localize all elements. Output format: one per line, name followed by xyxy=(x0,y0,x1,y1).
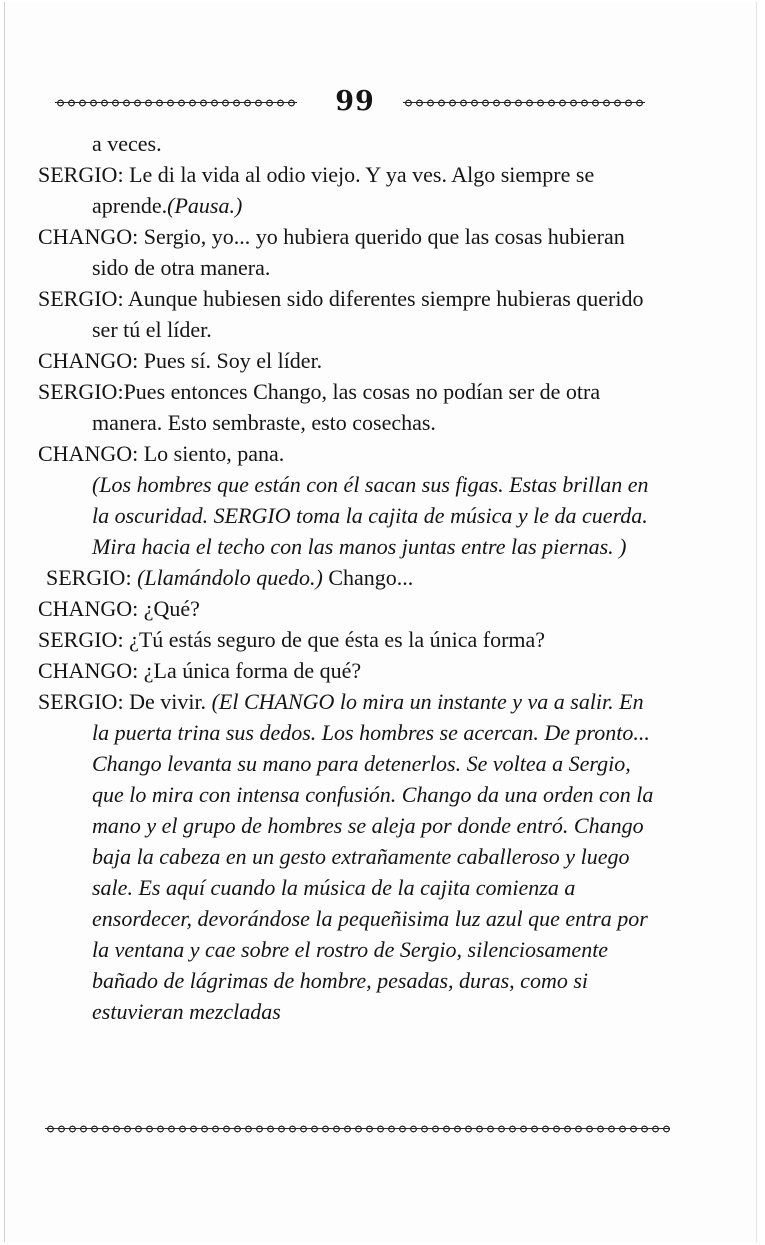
speaker: CHANGO: xyxy=(38,224,139,249)
speaker: SERGIO: xyxy=(38,689,124,714)
dialogue: ¿Tú estás seguro de que ésta es la única forma? xyxy=(123,627,546,652)
dialogue: ¿La única forma de qué? xyxy=(138,658,362,683)
script-line-12 xyxy=(38,686,658,1027)
page-header xyxy=(55,88,655,118)
page-number: 99 xyxy=(335,86,375,117)
speaker: SERGIO: xyxy=(38,379,124,404)
stage-direction: (Pausa.) xyxy=(167,193,243,218)
script-line-5 xyxy=(38,376,658,438)
script-line-6 xyxy=(38,438,658,469)
speaker: CHANGO: xyxy=(38,441,139,466)
dialogue: Pues sí. Soy el líder. xyxy=(138,348,323,373)
stage-direction: (Los hombres que están con él sacan sus figas. Estas brillan en la oscuridad. SERGIO toma la cajita de música y le da cuerda. Mira hacia el techo con las manos juntas entre las piernas. ) xyxy=(92,472,649,559)
script-line-11 xyxy=(38,655,658,686)
script-line-2 xyxy=(38,221,658,283)
script-line-8 xyxy=(38,562,658,593)
stage-direction: (Llamándolo quedo.) xyxy=(131,565,323,590)
script-line-9 xyxy=(38,593,658,624)
script-line-7 xyxy=(38,469,658,562)
dialogue: Lo siento, pana. xyxy=(138,441,285,466)
chain-ornament-right xyxy=(403,98,645,108)
dialogue: Le di la vida al odio viejo. Y ya ves. Algo siempre se aprende. xyxy=(92,162,595,218)
dialogue: De vivir. xyxy=(123,689,212,714)
script-line-0 xyxy=(38,128,658,159)
speaker: SERGIO: xyxy=(38,162,124,187)
script-line-1 xyxy=(38,159,658,221)
dialogue: Chango... xyxy=(322,565,414,590)
speaker: SERGIO: xyxy=(38,627,124,652)
speaker: CHANGO: xyxy=(38,596,139,621)
script-line-10 xyxy=(38,624,658,655)
speaker: SERGIO: xyxy=(46,565,132,590)
stage-direction: (El CHANGO lo mira un instante y va a salir. En la puerta trina sus dedos. Los hombres se acercan. De pronto... Chango levanta su mano para detenerlos. Se voltea a Sergio, que lo mira con intensa confusión. Chango da una orden con la mano y el grupo de hombres se aleja por donde entró. Chango baja la cabeza en un gesto extrañamente caballeroso y luego sale. Es aquí cuando la música de la cajita comienza a ensordecer, devorándose la pequeñisima luz azul que entra por la ventana y cae sobre el rostro de Sergio, silenciosamente bañado de lágrimas de hombre, pesadas, duras, como si estuvieran mezcladas xyxy=(92,689,654,1024)
script-text xyxy=(38,128,658,1027)
dialogue: Sergio, yo... yo hubiera querido que las cosas hubieran sido de otra manera. xyxy=(92,224,625,280)
chain-ornament-bottom xyxy=(45,1124,670,1134)
speaker: CHANGO: xyxy=(38,348,139,373)
dialogue: a veces. xyxy=(92,131,162,156)
chain-ornament-left xyxy=(55,98,297,108)
dialogue: Pues entonces Chango, las cosas no podían ser de otra manera. Esto sembraste, esto cosechas. xyxy=(92,379,601,435)
dialogue: Aunque hubiesen sido diferentes siempre hubieras querido ser tú el líder. xyxy=(92,286,644,342)
speaker: SERGIO: xyxy=(38,286,124,311)
dialogue: ¿Qué? xyxy=(138,596,200,621)
script-line-4 xyxy=(38,345,658,376)
script-line-3 xyxy=(38,283,658,345)
speaker: CHANGO: xyxy=(38,658,139,683)
